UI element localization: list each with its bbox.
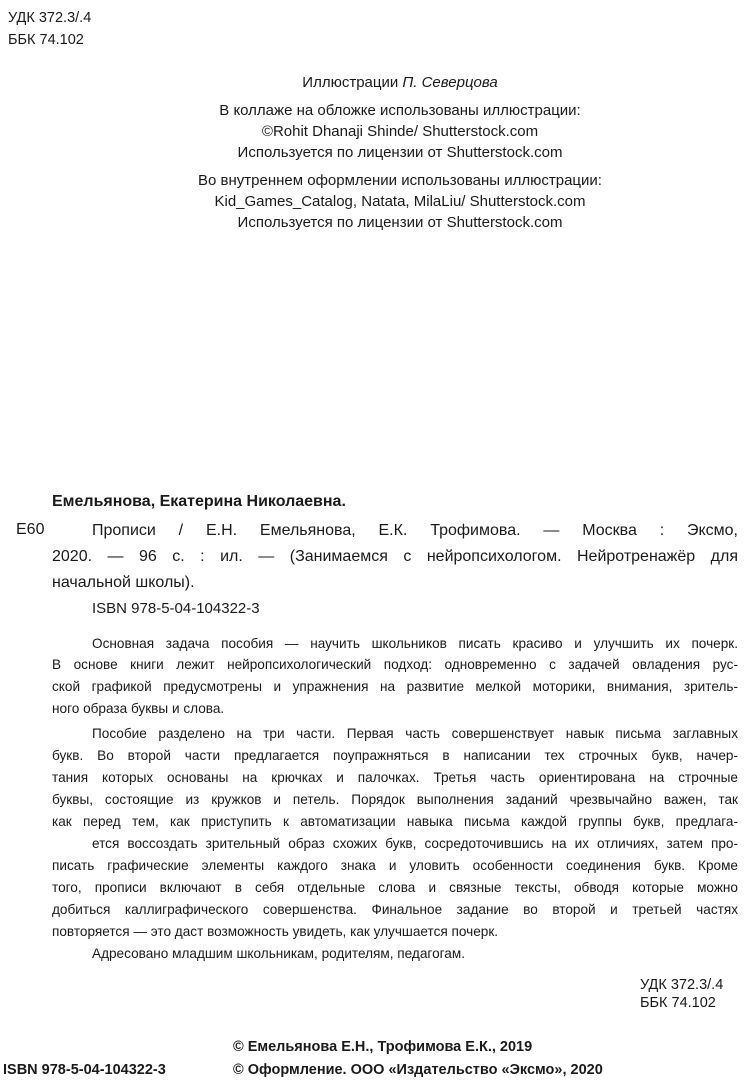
abstract-line: Основная задача пособия — научить школьников писать красиво и улучшить их почерк. <box>92 636 738 651</box>
abstract-line: как перед тем, как приступить к автоматизации навыка письма каждой группы букв, предлага- <box>52 814 738 829</box>
bib-line: Прописи / Е.Н. Емельянова, Е.К. Трофимова. — Москва : Эксмо, <box>92 522 738 539</box>
illustrator-credit <box>150 73 650 93</box>
abstract-line: того, прописи включают в себя отдельные слова и связные тексты, обводя которые можно <box>52 880 738 895</box>
abstract-line: повторяется — это даст возможность увидеть, как улучшается почерк. <box>52 924 499 939</box>
abstract-line: писать графические элементы каждого знака и уловить особенности соединения букв. Кроме <box>52 858 738 873</box>
bib-line: начальной школы). <box>52 574 195 591</box>
isbn: ISBN 978-5-04-104322-3 <box>92 600 260 617</box>
copyright-authors: © Емельянова Е.Н., Трофимова Е.К., 2019 <box>233 1039 533 1055</box>
udk-code: УДК 372.3/.4 <box>8 10 92 26</box>
abstract-line: тания которых основаны на крючках и палочках. Третья часть ориентирована на строчные <box>52 770 738 785</box>
cover-credit-line: В коллаже на обложке использованы иллюстрации: <box>219 102 581 119</box>
abstract-line: букв. Во второй части предлагается поупражняться в написании тех строчных букв, начер- <box>52 748 738 763</box>
abstract-line: буквы, состоящие из кружков и петель. Порядок выполнения заданий чрезвычайно важен, так <box>52 792 738 807</box>
bbk-code-bottom: ББК 74.102 <box>640 995 716 1011</box>
abstract-line: ного образа буквы и слова. <box>52 701 225 716</box>
classification-code: Е60 <box>16 521 45 538</box>
abstract-line: добиться каллиграфического совершенства. Финальное задание во второй и третьей частях <box>52 902 738 917</box>
abstract-line: В основе книги лежит нейропсихологический подход: одновременно с задачей овладения рус- <box>52 657 738 672</box>
bbk-code: ББК 74.102 <box>8 32 84 48</box>
abstract-line: Адресовано младшим школьникам, родителям, педагогам. <box>92 946 465 961</box>
author-heading: Емельянова, Екатерина Николаевна. <box>52 493 346 510</box>
footer-isbn: ISBN 978-5-04-104322-3 <box>3 1062 166 1078</box>
interior-credit-line: Используется по лицензии от Shutterstock.com <box>237 214 563 231</box>
cover-credit-line: ©Rohit Dhanaji Shinde/ Shutterstock.com <box>261 123 539 140</box>
abstract-line: ется воссоздать зрительный образ схожих букв, сосредоточившись на их отличиях, затем про- <box>92 836 738 851</box>
udk-code-bottom: УДК 372.3/.4 <box>640 977 724 993</box>
abstract-line: Пособие разделено на три части. Первая часть совершенствует навык письма заглавных <box>92 726 738 741</box>
abstract-line: ской графикой предусмотрены и упражнения на развитие мелкой моторики, внимания, зритель- <box>52 679 738 694</box>
interior-credit-line: Kid_Games_Catalog, Natata, MilaLiu/ Shutterstock.com <box>214 193 586 210</box>
cover-credit-line: Используется по лицензии от Shutterstock.com <box>237 144 563 161</box>
copyright-design: © Оформление. ООО «Издательство «Эксмо», 2020 <box>233 1062 603 1078</box>
illustrator-prefix: Иллюстрации <box>302 74 403 91</box>
bib-line: 2020. — 96 с. : ил. — (Занимаемся с нейропсихологом. Нейротренажёр для <box>52 548 738 565</box>
interior-credit-line: Во внутреннем оформлении использованы иллюстрации: <box>198 172 602 189</box>
illustrator-name: П. Северцова <box>402 74 498 91</box>
